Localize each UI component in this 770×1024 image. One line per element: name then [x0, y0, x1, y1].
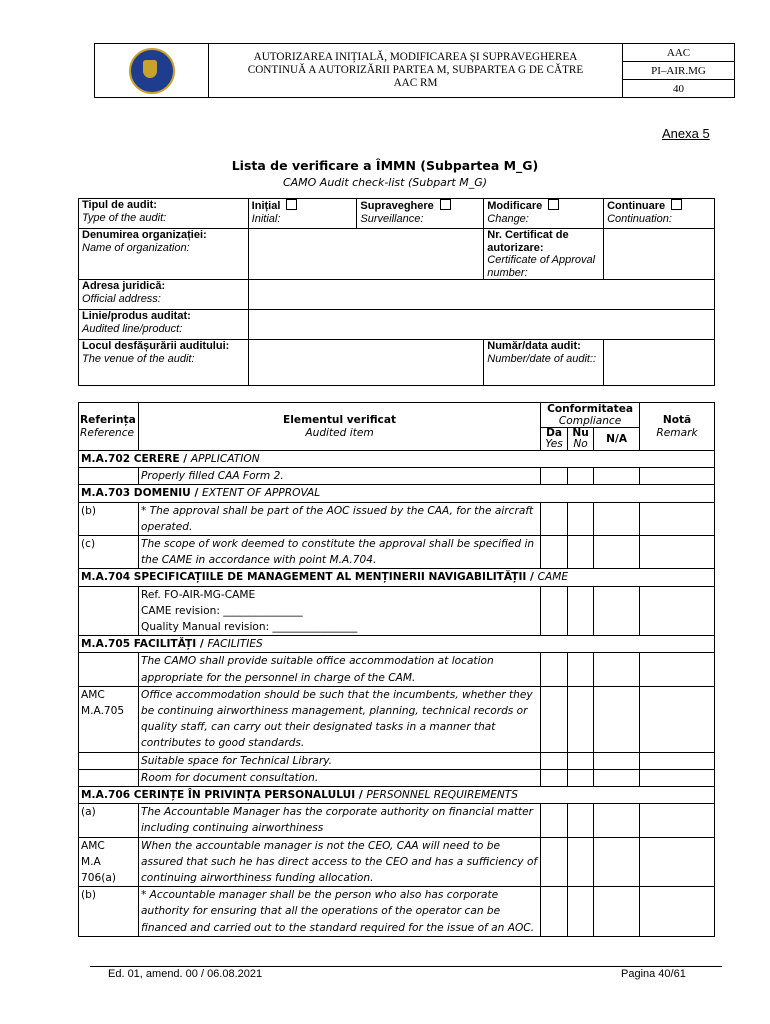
no-cell[interactable]: [568, 769, 594, 786]
no-cell[interactable]: [568, 686, 594, 752]
row-audited-item: Room for document consultation.: [138, 769, 540, 786]
audit-checklist-table: [78, 402, 715, 937]
checklist-row: [79, 653, 715, 686]
section-title-ro: M.A.704 SPECIFICAȚIILE DE MANAGEMENT AL MENȚINERII NAVIGABILITĂȚII /: [81, 571, 534, 584]
section-title: [79, 451, 715, 468]
checklist-row: [79, 536, 715, 569]
document-header: [94, 43, 735, 98]
section-title-ro: M.A.705 FACILITĂȚI /: [81, 638, 204, 651]
header-code-procedure: PI–AIR.MG: [623, 62, 735, 80]
row-audited-item: The Accountable Manager has the corporate authority on financial matter including continuing airworthiness: [138, 804, 540, 837]
logo-cell: [95, 44, 209, 98]
na-cell[interactable]: [594, 653, 640, 686]
organization-name-label: Denumirea organizației: Name of organization:: [79, 229, 249, 280]
yes-cell[interactable]: [541, 887, 568, 937]
section-title: [79, 569, 715, 586]
na-cell[interactable]: [594, 769, 640, 786]
certificate-number-label: Nr. Certificat de autorizare: Certificate of Approval number:: [484, 229, 604, 280]
na-cell[interactable]: [594, 752, 640, 769]
row-reference: (a): [79, 804, 139, 837]
reference-header: Referința Reference: [79, 403, 139, 451]
yes-cell[interactable]: [541, 769, 568, 786]
audit-type-initial: Inițial Initial:: [248, 199, 357, 229]
row-reference: [79, 653, 139, 686]
remark-cell[interactable]: [640, 536, 715, 569]
remark-cell[interactable]: [640, 686, 715, 752]
section-title-en: FACILITIES: [207, 638, 263, 651]
audited-line-label: Linie/produs auditat: Audited line/product:: [79, 310, 249, 340]
no-cell[interactable]: [568, 536, 594, 569]
yes-cell[interactable]: [541, 586, 568, 636]
audited-item-header: Elementul verificat Audited item: [138, 403, 540, 451]
section-title-en: CAME: [537, 571, 569, 584]
section-title-ro: M.A.706 CERINȚE ÎN PRIVINȚA PERSONALULUI /: [81, 789, 363, 802]
section-row: [79, 451, 715, 468]
yes-cell[interactable]: [541, 686, 568, 752]
yes-cell[interactable]: [541, 752, 568, 769]
row-reference: AMC M.A 706(a): [79, 837, 139, 887]
remark-cell[interactable]: [640, 752, 715, 769]
audit-info-table: [78, 198, 715, 386]
section-title: [79, 787, 715, 804]
row-audited-item: The scope of work deemed to constitute the approval shall be specified in the CAME in accordance with point M.A.704.: [138, 536, 540, 569]
checklist-row: [79, 769, 715, 786]
section-title-en: APPLICATION: [190, 453, 260, 465]
header-code-page: 40: [623, 80, 735, 98]
footer-page-number: Pagina 40/61: [621, 968, 686, 980]
na-cell[interactable]: [594, 887, 640, 937]
remark-cell[interactable]: [640, 837, 715, 887]
header-title-line: AUTORIZAREA INIȚIALĂ, MODIFICAREA ȘI SUPRAVEGHEREA: [253, 51, 578, 63]
yes-cell[interactable]: [541, 837, 568, 887]
row-reference: (b): [79, 887, 139, 937]
yes-cell[interactable]: [541, 804, 568, 837]
no-cell[interactable]: [568, 468, 594, 485]
footer-divider: [90, 966, 722, 967]
row-reference: [79, 752, 139, 769]
section-row: [79, 636, 715, 653]
row-reference: [79, 468, 139, 485]
row-reference: AMC M.A.705: [79, 686, 139, 752]
audit-venue-field[interactable]: [248, 340, 484, 386]
organization-name-field[interactable]: [248, 229, 484, 280]
surveillance-checkbox[interactable]: [440, 199, 451, 210]
no-cell[interactable]: [568, 887, 594, 937]
na-cell[interactable]: [594, 536, 640, 569]
remark-cell[interactable]: [640, 502, 715, 535]
remark-cell[interactable]: [640, 586, 715, 636]
section-row: [79, 787, 715, 804]
no-header: Nu No: [568, 428, 594, 451]
certificate-number-field[interactable]: [604, 229, 715, 280]
section-row: [79, 569, 715, 586]
no-cell[interactable]: [568, 804, 594, 837]
checklist-row: [79, 468, 715, 485]
page-title: Lista de verificare a ÎMMN (Subpartea M_G): [231, 158, 539, 173]
section-title-ro: M.A.703 DOMENIU /: [81, 487, 199, 500]
na-header: N/A: [594, 428, 640, 451]
remark-cell[interactable]: [640, 468, 715, 485]
audit-venue-label: Locul desfășurării auditului: The venue of the audit:: [79, 340, 249, 386]
checklist-row: [79, 752, 715, 769]
no-cell[interactable]: [568, 586, 594, 636]
initial-checkbox[interactable]: [286, 199, 297, 210]
section-title-ro: M.A.702 CERERE /: [81, 453, 188, 465]
audit-number-field[interactable]: [604, 340, 715, 386]
audit-type-label: Tipul de audit: Type of the audit:: [79, 199, 249, 229]
yes-cell[interactable]: [541, 468, 568, 485]
section-row: [79, 485, 715, 502]
header-title: [209, 44, 623, 98]
remark-cell[interactable]: [640, 653, 715, 686]
compliance-header: Conformitatea Compliance: [541, 403, 640, 428]
page-subtitle: CAMO Audit check-list (Subpart M_G): [282, 176, 488, 189]
change-checkbox[interactable]: [548, 199, 559, 210]
checklist-row: [79, 502, 715, 535]
na-cell[interactable]: [594, 502, 640, 535]
audit-type-surveillance: Supraveghere Surveillance:: [357, 199, 484, 229]
header-code-org: AAC: [623, 44, 735, 62]
row-reference: (c): [79, 536, 139, 569]
header-title-line: CONTINUĂ A AUTORIZĂRII PARTEA M, SUBPARTEA G DE CĂTRE: [247, 64, 584, 76]
yes-header: Da Yes: [541, 428, 568, 451]
no-cell[interactable]: [568, 653, 594, 686]
audit-type-continuation: Continuare Continuation:: [604, 199, 715, 229]
remark-cell[interactable]: [640, 887, 715, 937]
row-reference: [79, 586, 139, 636]
row-audited-item: The CAMO shall provide suitable office accommodation at location appropriate for the personnel in charge of the CAM.: [138, 653, 540, 686]
header-title-line: AAC RM: [393, 77, 438, 89]
row-audited-item: * The approval shall be part of the AOC issued by the CAA, for the aircraft operated.: [138, 502, 540, 535]
audit-type-change: Modificare Change:: [484, 199, 604, 229]
yes-cell[interactable]: [541, 502, 568, 535]
na-cell[interactable]: [594, 804, 640, 837]
aac-seal-icon: [129, 48, 175, 94]
annex-label: Anexa 5: [662, 126, 710, 141]
audit-number-label: Număr/data audit: Number/date of audit::: [484, 340, 604, 386]
na-cell[interactable]: [594, 468, 640, 485]
no-cell[interactable]: [568, 837, 594, 887]
checklist-row: [79, 586, 715, 636]
no-cell[interactable]: [568, 502, 594, 535]
remark-header: Notă Remark: [640, 403, 715, 451]
row-audited-item: * Accountable manager shall be the person who also has corporate authority for ensuring that all the operations of the operator can be financed and carried out to the standard required for the issue of an AOC.: [138, 887, 540, 937]
section-title: [79, 636, 715, 653]
na-cell[interactable]: [594, 837, 640, 887]
remark-cell[interactable]: [640, 804, 715, 837]
checklist-row: [79, 837, 715, 887]
yes-cell[interactable]: [541, 536, 568, 569]
audited-line-field[interactable]: [248, 310, 714, 340]
section-title-en: EXTENT OF APPROVAL: [202, 487, 321, 500]
row-audited-item: Suitable space for Technical Library.: [138, 752, 540, 769]
checklist-row: [79, 686, 715, 752]
row-audited-item: Ref. FO-AIR-MG-CAME CAME revision: _______________ Quality Manual revision: ________________: [138, 586, 540, 636]
checklist-row: [79, 887, 715, 937]
yes-cell[interactable]: [541, 653, 568, 686]
row-audited-item: When the accountable manager is not the CEO, CAA will need to be assured that such he has direct access to the CEO and has a sufficiency of continuing airworthiness funding allocation.: [138, 837, 540, 887]
official-address-label: Adresa juridică: Official address:: [79, 280, 249, 310]
no-cell[interactable]: [568, 752, 594, 769]
row-reference: [79, 769, 139, 786]
footer-edition: Ed. 01, amend. 00 / 06.08.2021: [108, 968, 263, 980]
row-audited-item: Properly filled CAA Form 2.: [138, 468, 540, 485]
checklist-row: [79, 804, 715, 837]
row-reference: (b): [79, 502, 139, 535]
na-cell[interactable]: [594, 586, 640, 636]
na-cell[interactable]: [594, 686, 640, 752]
section-title-en: PERSONNEL REQUIREMENTS: [366, 789, 519, 802]
official-address-field[interactable]: [248, 280, 714, 310]
row-audited-item: Office accommodation should be such that the incumbents, whether they be continuing airworthiness management, planning, technical records or quality staff, can carry out their designated tasks in a manner that contributes to good standards.: [138, 686, 540, 752]
section-title: [79, 485, 715, 502]
remark-cell[interactable]: [640, 769, 715, 786]
continuation-checkbox[interactable]: [671, 199, 682, 210]
